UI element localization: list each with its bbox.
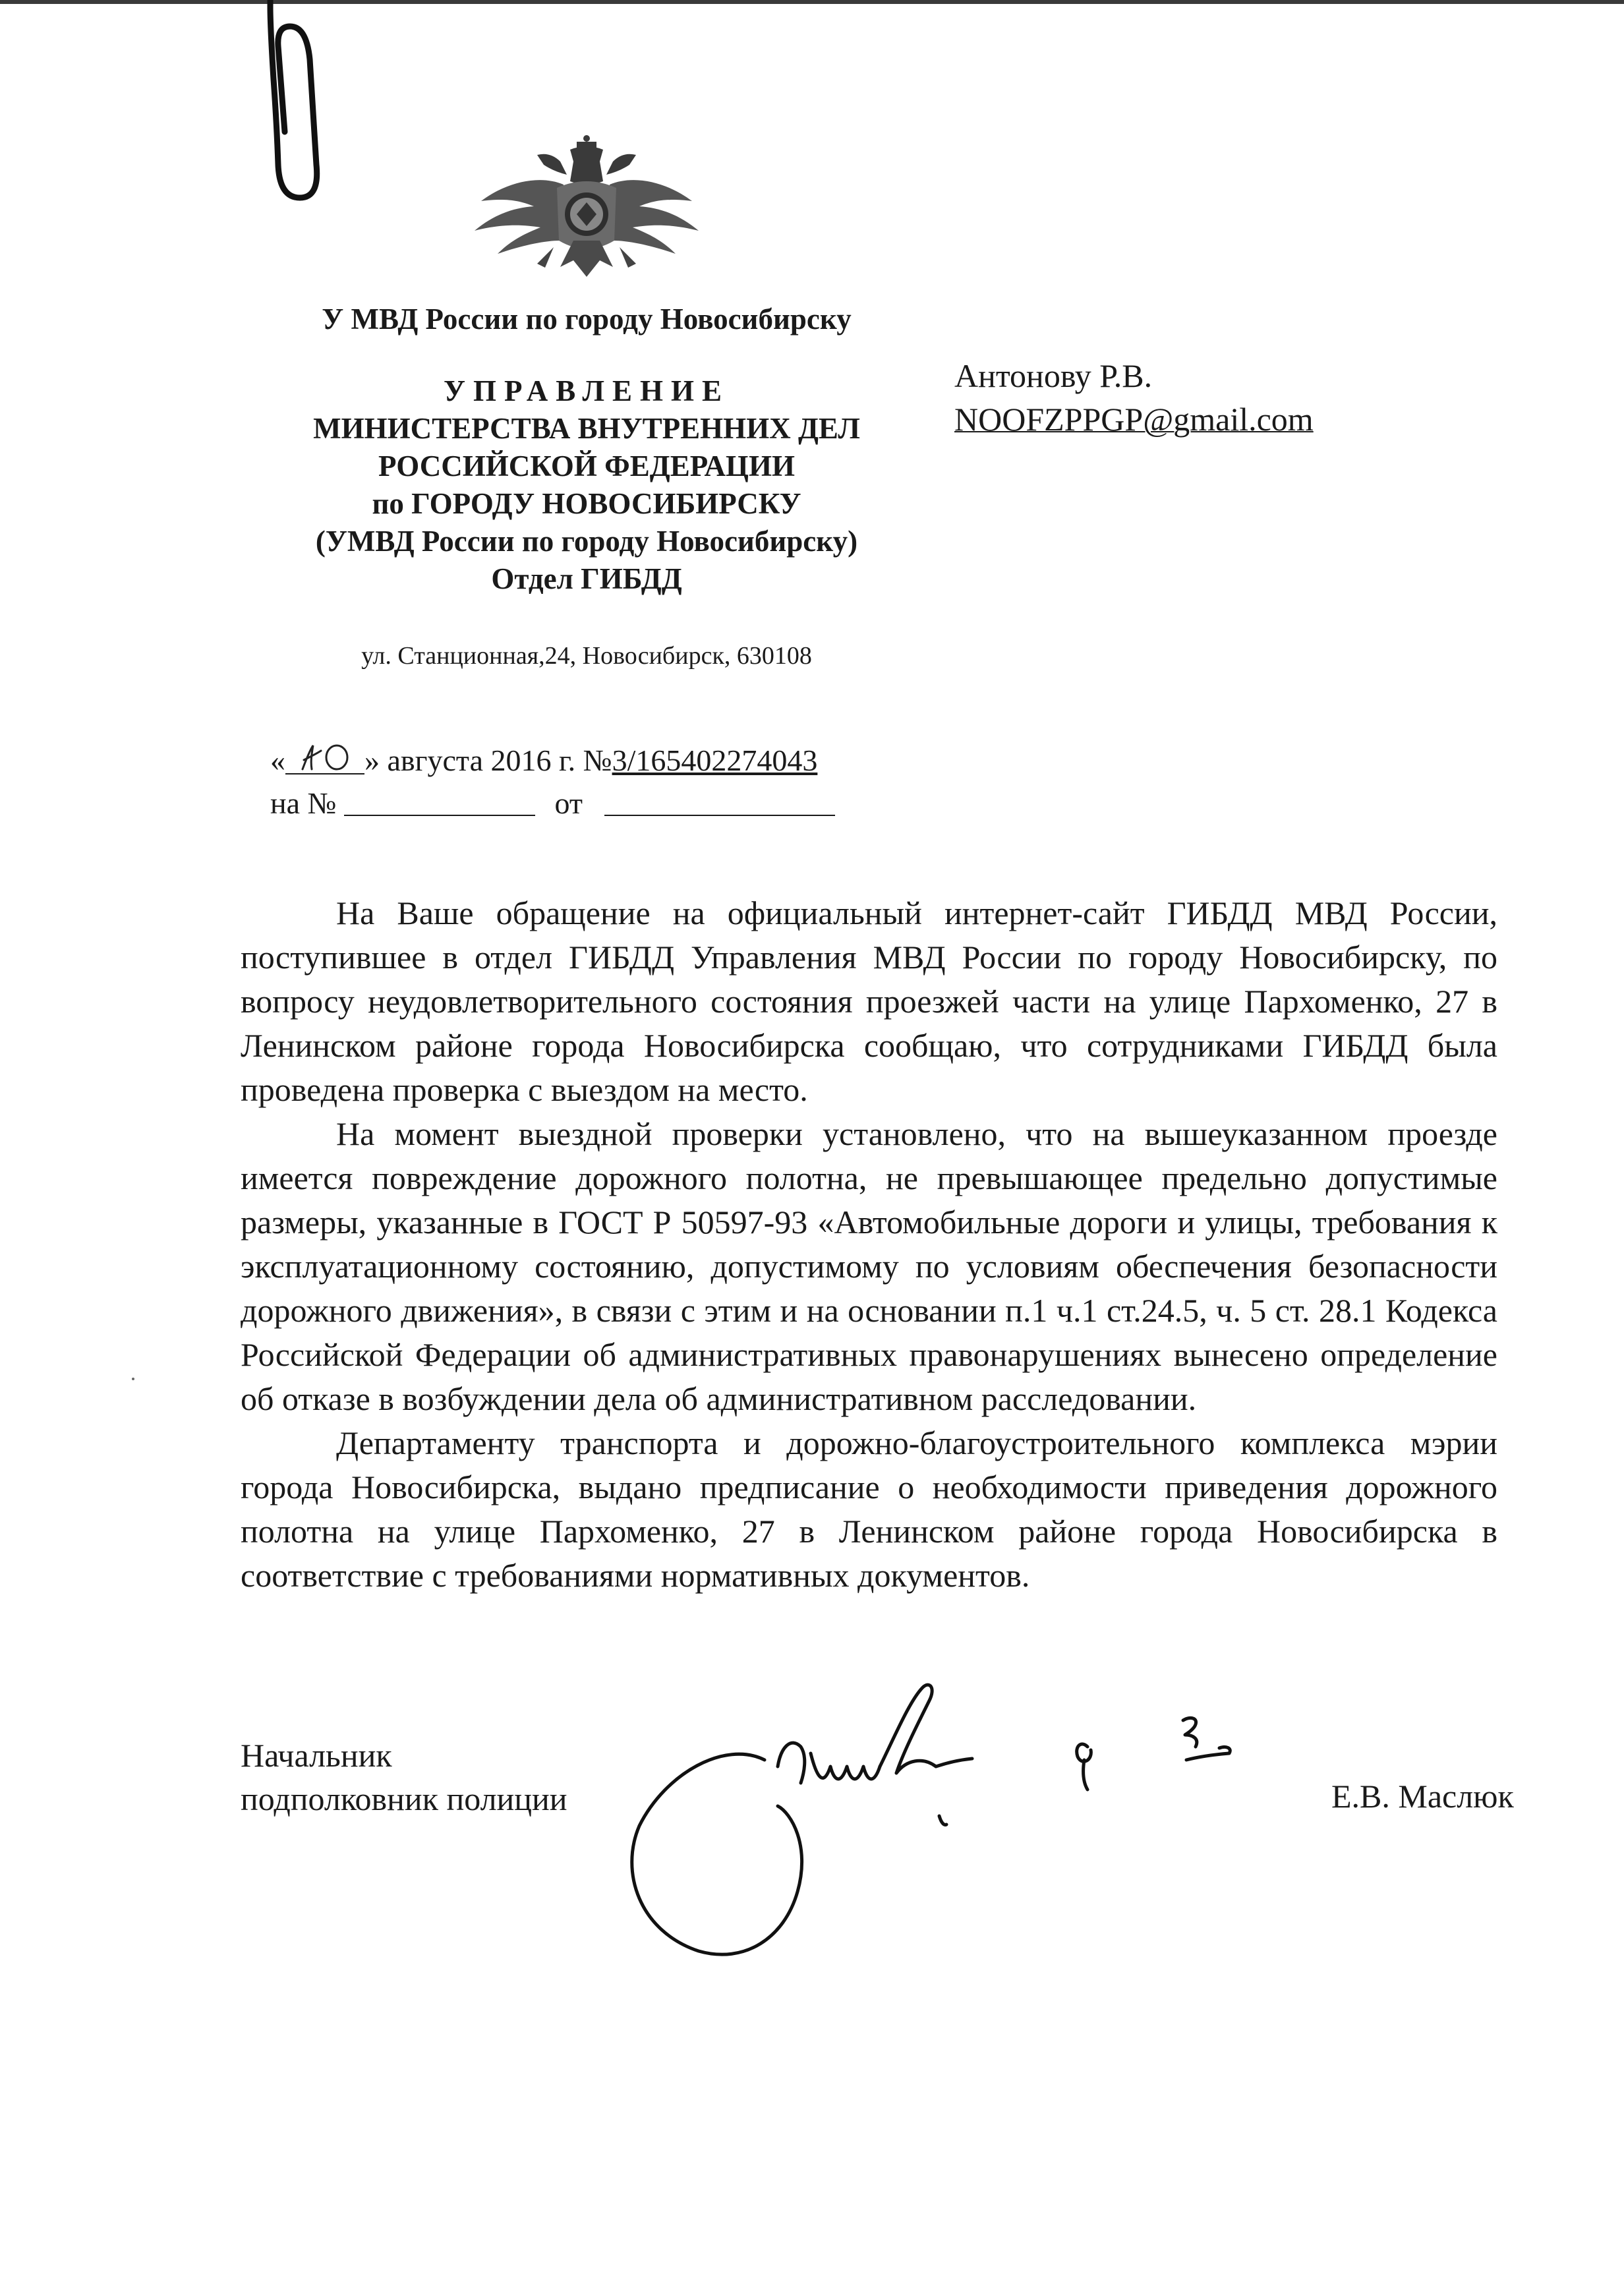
reply-number-blank: [344, 788, 535, 816]
org-line-1: УПРАВЛЕНИЕ: [443, 374, 730, 407]
org-header: У МВД России по городу Новосибирску: [322, 303, 852, 336]
mvd-emblem-icon: [442, 135, 732, 293]
recipient-block: [954, 354, 1314, 441]
recipient-name: Антонову Р.В.: [954, 357, 1153, 394]
paper-clip-icon: [237, 0, 330, 211]
scan-speck: [132, 1378, 134, 1380]
org-line-5: (УМВД России по городу Новосибирску): [315, 525, 858, 558]
ref-day-ink: [297, 740, 357, 773]
handwritten-signature: [613, 1674, 1312, 1977]
signatory-rank: подполковник полиции: [241, 1780, 567, 1817]
recipient-email[interactable]: NOOFZPPGP@gmail.com: [954, 401, 1314, 438]
body-paragraph-2: На момент выездной проверки установлено, что на вышеуказанном проезде имеется повреждение дорожного полотна, не превышающее предельно допустимые размеры, указанные в ГОСТ Р 50597-93 «Автомобильные дороги и улицы, требования к эксплуатационному состоянию, допустимому по условиям обеспечения безопасности дорожного движения», в связи с этим и на основании п.1 ч.1 ст.24.5, ч. 5 ст. 28.1 Кодекса Российской Федерации об административных правонарушениях вынесено определение об отказе в возбуждении дела об административном расследовании.: [241, 1115, 1497, 1417]
ref-day-handwritten: [285, 744, 364, 774]
org-block: [198, 372, 975, 598]
reply-date-blank: [604, 788, 835, 816]
signatory-role: [241, 1734, 567, 1821]
signatory-name: Е.В. Маслюк: [1331, 1778, 1514, 1815]
signatory-title: Начальник: [241, 1737, 392, 1774]
body-paragraph-1: На Ваше обращение на официальный интернет-сайт ГИБДД МВД России, поступившее в отдел ГИБДД Управления МВД России по городу Новосибирску, по вопросу неудовлетворительного состояния проезжей части на улице Пархоменко, 27 в Ленинском районе города Новосибирска сообщаю, что сотрудниками ГИБДД была проведена проверка с выездом на место.: [241, 894, 1497, 1108]
body-paragraph-3: Департаменту транспорта и дорожно-благоустроительного комплекса мэрии города Новосибирска, выдано предписание о необходимости приведения дорожного полотна на улице Пархоменко, 27 в Ленинском районе города Новосибирска в соответствие с требованиями нормативных документов.: [241, 1424, 1497, 1594]
reply-reference-line: [270, 786, 835, 821]
ref-open-quote: «: [270, 744, 285, 777]
org-line-3: РОССИЙСКОЙ ФЕДЕРАЦИИ: [378, 450, 795, 482]
org-line-4: по ГОРОДУ НОВОСИБИРСКУ: [372, 487, 801, 520]
org-address: ул. Станционная,24, Новосибирск, 630108: [361, 642, 812, 670]
org-line-6: Отдел ГИБДД: [491, 562, 682, 595]
reply-from-label: от: [554, 786, 583, 820]
reply-prefix: на №: [270, 786, 337, 820]
ref-number: 3/165402274043: [612, 744, 818, 777]
letter-body: [241, 891, 1497, 1598]
org-line-2: МИНИСТЕРСТВА ВНУТРЕННИХ ДЕЛ: [313, 412, 860, 445]
ref-date-text: » августа 2016 г. №: [364, 744, 612, 777]
reference-line: [270, 743, 817, 778]
